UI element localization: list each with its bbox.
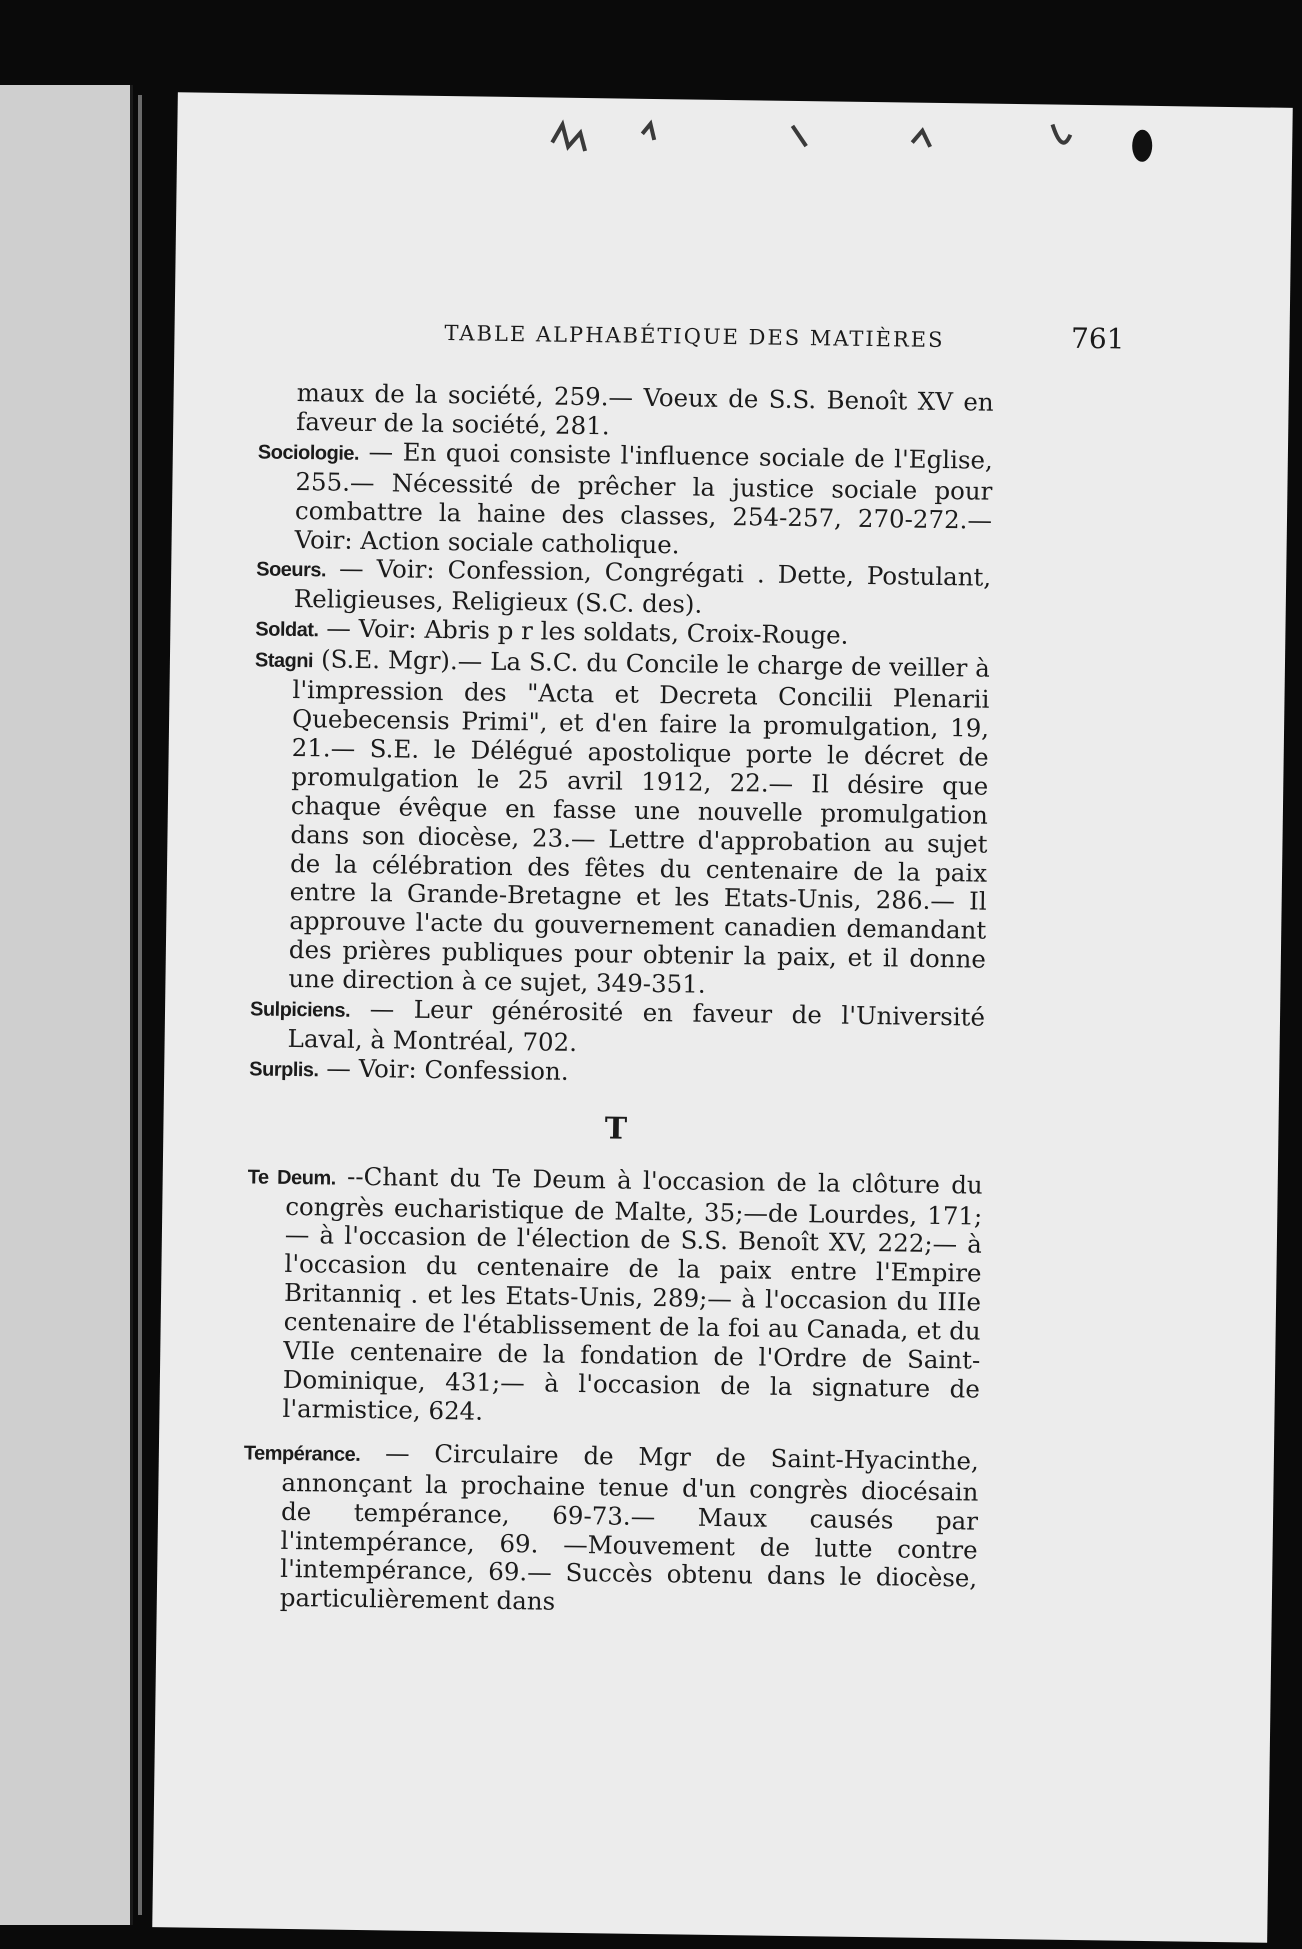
entry-text: — Voir: Abris p r les soldats, Croix-Rouge. [326, 613, 849, 650]
page-top-scan-noise [492, 102, 1193, 167]
continuation-text: maux de la société, 259.— Voeux de S.S. Benoît XV en faveur de la société, 281. [296, 377, 994, 441]
header-title: TABLE ALPHABÉTIQUE DES MATIÈRES [444, 321, 945, 353]
entry-text: --Chant du Te Deum à l'occasion de la clôture du congrès eucharistique de Malte, 35;—de Lourdes, 171;— à l'occasion de l'élection de S.S. Benoît XV, 222;— à l'occasion du centenaire de la paix entre l'Empire Britanniq . et les Etats-Unis, 289;— à l'occasion du IIIe centenaire de l'établissement de la foi au Canada, et du VIIe centenaire de la fondation de l'Ordre de Saint-Dominique, 431;— à l'occasion de la signature de l'armistice, 624. [282, 1161, 983, 1426]
running-header [444, 321, 1164, 355]
section-letter: T [604, 1111, 628, 1147]
entry-text: (S.E. Mgr).— La S.C. du Concile le charge de veiller à l'impression des "Acta et Decreta Concilii Plenarii Quebecensis Primi", et d'en faire la promulgation, 19, 21.— S.E. le Délégué apostolique porte le décret de promulgation le 25 avril 1912, 22.— Il désire que chaque évêque en fasse une nouvelle promulgation dans son diocèse, 23.— Lettre d'approbation au sujet de la célébration des fêtes du centenaire de la paix entre la Grande-Bretagne et les Etats-Unis, 286.— Il approuve l'acte du gouvernement canadien demandant des prières publiques pour obtenir la paix, et il donne une direction à ce sujet, 349-351. [288, 644, 991, 999]
entry-heading: Soeurs. [256, 558, 327, 582]
entry-text: — Voir: Confession. [326, 1053, 569, 1086]
index-entry [244, 1161, 983, 1433]
index-entry [250, 645, 990, 1004]
entry-text: — En quoi consiste l'influence sociale de l'Eglise, 255.— Nécessité de prêcher la justice sociale pour combattre la haine des classes, 254-257, 270-272.— Voir: Action sociale catholique. [294, 436, 994, 559]
entries-section-t [242, 1161, 983, 1623]
left-page-edge [0, 85, 133, 1925]
entry-text: — Leur générosité en faveur de l'Université Laval, à Montréal, 702. [287, 994, 986, 1057]
entry-heading: Soldat. [255, 618, 319, 642]
entries-section-s [249, 436, 993, 1094]
entry-heading: Stagni [254, 649, 314, 673]
entry-text: — Voir: Confession, Congrégati . Dette, Postulant, Religieuses, Religieux (S.C. des). [293, 554, 992, 620]
book-page [152, 92, 1293, 1942]
index-entry [256, 436, 993, 564]
entry-heading: Tempérance. [243, 1442, 361, 1466]
entry-heading: Surplis. [249, 1058, 319, 1082]
index-entry [242, 1437, 979, 1623]
binding-shadow [138, 95, 142, 1915]
entry-heading: Sulpiciens. [249, 998, 351, 1022]
entry-text: — Circulaire de Mgr de Saint-Hyacinthe, annonçant la prochaine tenue d'un congrès diocésain de tempérance, 69-73.— Maux causés par l'intempérance, 69. —Mouvement de lutte contre l'intempérance, 69.— Succès obtenu dans le diocèse, particulièrement dans [279, 1438, 980, 1617]
page-number: 761 [1070, 321, 1125, 356]
entry-heading: Te Deum. [247, 1166, 336, 1190]
index-body [242, 378, 994, 1622]
entry-heading: Sociologie. [257, 441, 360, 465]
